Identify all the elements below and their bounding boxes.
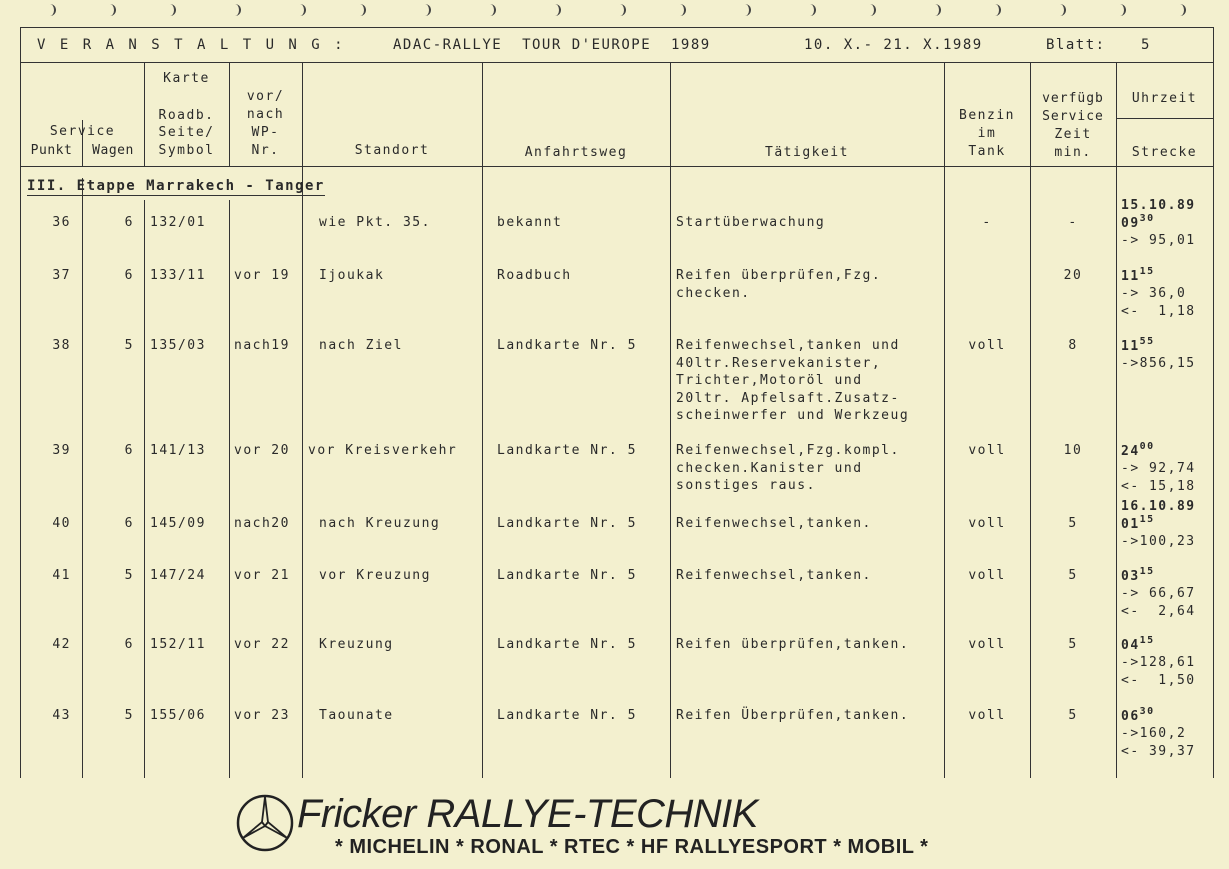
cell-taetigkeit-line: Reifenwechsel,tanken und	[676, 338, 900, 353]
cell-taetigkeit-line: sonstiges raus.	[676, 478, 816, 493]
cell-roadbuch: 132/01	[150, 215, 206, 230]
cell-wagen: 6	[124, 637, 134, 652]
cell-punkt: 38	[52, 338, 71, 353]
cell-wagen: 6	[124, 268, 134, 283]
cell-zeit: 10	[1063, 443, 1083, 458]
cell-zeit: 8	[1068, 338, 1078, 353]
cell-standort: nach Kreuzung	[319, 516, 441, 531]
time-hour: 11	[1121, 269, 1140, 284]
cell-uhrzeit	[1121, 336, 1155, 354]
cell-wp: nach20	[234, 516, 290, 531]
cell-strecke: <- 15,18	[1121, 478, 1196, 494]
cell-punkt: 40	[52, 516, 71, 531]
event-name: ADAC-RALLYE TOUR D'EUROPE 1989	[393, 37, 711, 53]
time-hour: 03	[1121, 569, 1140, 584]
cell-strecke: <- 2,64	[1121, 603, 1196, 619]
cell-wagen: 5	[124, 568, 134, 583]
col-benzin-2: im	[977, 126, 997, 141]
cell-benzin: voll	[968, 637, 1006, 652]
time-minute: 30	[1139, 213, 1155, 224]
cell-punkt: 37	[52, 268, 71, 283]
col-strecke: Strecke	[1131, 145, 1198, 160]
cell-uhrzeit	[1121, 514, 1155, 532]
cell-wp: nach19	[234, 338, 290, 353]
sheet-number: 5	[1141, 37, 1153, 53]
col-roadb-2: Seite/	[158, 125, 215, 140]
cell-wp: vor 22	[234, 637, 290, 652]
col-vor-3: WP-	[251, 125, 280, 140]
cell-wagen: 6	[124, 443, 134, 458]
col-uhrzeit: Uhrzeit	[1131, 91, 1198, 106]
cell-uhrzeit	[1121, 706, 1155, 724]
time-hour: 06	[1121, 709, 1140, 724]
cell-punkt: 36	[52, 215, 71, 230]
cell-wp: vor 21	[234, 568, 290, 583]
cell-roadbuch: 145/09	[150, 516, 206, 531]
col-roadb-3: Symbol	[158, 143, 215, 158]
cell-anfahrtsweg: Landkarte Nr. 5	[497, 637, 637, 652]
cell-punkt: 43	[52, 708, 71, 723]
cell-anfahrtsweg: Landkarte Nr. 5	[497, 568, 637, 583]
col-benzin-1: Benzin	[959, 108, 1015, 123]
cell-wp: vor 20	[234, 443, 290, 458]
cell-taetigkeit-line: Reifen überprüfen,tanken.	[676, 637, 910, 652]
cell-taetigkeit-line: 40ltr.Reservekanister,	[676, 355, 882, 371]
time-hour: 11	[1121, 339, 1140, 354]
cell-anfahrtsweg: bekannt	[497, 215, 563, 230]
cell-taetigkeit-line: checken.	[676, 285, 751, 301]
cell-benzin: voll	[968, 708, 1006, 723]
time-minute: 15	[1139, 514, 1155, 525]
cell-taetigkeit-line: Reifen Überprüfen,tanken.	[676, 708, 910, 723]
cell-strecke: -> 36,0	[1121, 286, 1187, 301]
col-service: Service	[49, 124, 116, 139]
header-divider	[21, 62, 1213, 63]
time-hour: 04	[1121, 638, 1140, 653]
cell-taetigkeit-line: Reifenwechsel,tanken.	[676, 516, 872, 531]
cell-date: 16.10.89	[1121, 499, 1196, 514]
cell-roadbuch: 141/13	[150, 443, 206, 458]
col-vor-4: Nr.	[251, 143, 280, 158]
cell-taetigkeit-line: 20ltr. Apfelsaft.Zusatz-	[676, 390, 900, 406]
col-taetigkeit: Tätigkeit	[765, 145, 849, 160]
time-minute: 30	[1139, 706, 1155, 717]
cell-taetigkeit-line: Reifen überprüfen,Fzg.	[676, 268, 882, 283]
col-roadb-1: Roadb.	[158, 108, 215, 123]
cell-taetigkeit-line: checken.Kanister und	[676, 460, 863, 476]
binder-rings	[0, 0, 1229, 20]
cell-benzin: voll	[968, 568, 1006, 583]
cell-roadbuch: 155/06	[150, 708, 206, 723]
cell-roadbuch: 152/11	[150, 637, 206, 652]
cell-standort: Ijoukak	[319, 268, 385, 283]
cell-benzin: voll	[968, 516, 1006, 531]
col-verfuegb-1: verfügb	[1042, 91, 1104, 106]
cell-wagen: 6	[124, 516, 134, 531]
cell-standort: vor Kreisverkehr	[308, 443, 458, 458]
cell-anfahrtsweg: Roadbuch	[497, 268, 572, 283]
cell-anfahrtsweg: Landkarte Nr. 5	[497, 708, 637, 723]
cell-strecke: <- 39,37	[1121, 743, 1196, 759]
cell-uhrzeit	[1121, 213, 1155, 231]
cell-punkt: 42	[52, 637, 71, 652]
time-hour: 01	[1121, 517, 1140, 532]
cell-zeit: 5	[1068, 516, 1078, 531]
cell-wp: vor 19	[234, 268, 290, 283]
cell-uhrzeit	[1121, 441, 1155, 459]
cell-taetigkeit-line: Reifenwechsel,tanken.	[676, 568, 872, 583]
time-minute: 55	[1139, 336, 1155, 347]
cell-date: 15.10.89	[1121, 198, 1196, 213]
company-logo	[235, 790, 1035, 865]
col-benzin-3: Tank	[968, 144, 1006, 159]
cell-zeit: 20	[1063, 268, 1083, 283]
cell-strecke: ->160,2	[1121, 726, 1187, 741]
time-minute: 15	[1139, 566, 1155, 577]
three-pointed-star-icon	[235, 793, 295, 853]
cell-roadbuch: 133/11	[150, 268, 206, 283]
cell-strecke: -> 95,01	[1121, 233, 1196, 248]
sheet-label: Blatt:	[1046, 37, 1106, 53]
cell-standort: Taounate	[319, 708, 394, 723]
cell-zeit: 5	[1068, 637, 1078, 652]
cell-wagen: 5	[124, 708, 134, 723]
col-vor-1: vor/	[246, 89, 285, 104]
cell-roadbuch: 135/03	[150, 338, 206, 353]
cell-uhrzeit	[1121, 266, 1155, 284]
cell-zeit: 5	[1068, 708, 1078, 723]
cell-uhrzeit	[1121, 566, 1155, 584]
stage-title: III. Etappe Marrakech - Tanger	[27, 178, 325, 194]
cell-standort: vor Kreuzung	[319, 568, 431, 583]
cell-punkt: 41	[52, 568, 71, 583]
time-minute: 15	[1139, 635, 1155, 646]
time-hour: 09	[1121, 216, 1140, 231]
cell-roadbuch: 147/24	[150, 568, 206, 583]
cell-taetigkeit-line: scheinwerfer und Werkzeug	[676, 408, 910, 423]
cell-taetigkeit-line: Reifenwechsel,Fzg.kompl.	[676, 443, 900, 458]
cell-standort: Kreuzung	[319, 637, 394, 652]
cell-zeit: 5	[1068, 568, 1078, 583]
cell-strecke: <- 1,50	[1121, 672, 1196, 688]
cell-benzin: voll	[968, 338, 1006, 353]
cell-taetigkeit-line: Startüberwachung	[676, 215, 826, 230]
cell-zeit: -	[1068, 215, 1078, 230]
company-name: Fricker RALLYE-TECHNIK	[297, 792, 758, 836]
col-standort: Standort	[354, 143, 430, 158]
cell-strecke: -> 66,67	[1121, 586, 1196, 601]
cell-standort: wie Pkt. 35.	[319, 215, 431, 230]
cell-wp: vor 23	[234, 708, 290, 723]
col-wagen: Wagen	[92, 143, 134, 158]
cell-anfahrtsweg: Landkarte Nr. 5	[497, 338, 637, 353]
cell-punkt: 39	[52, 443, 71, 458]
event-label: V E R A N S T A L T U N G :	[37, 37, 346, 53]
cell-wagen: 6	[124, 215, 134, 230]
time-minute: 00	[1139, 441, 1155, 452]
cell-benzin: voll	[968, 443, 1006, 458]
cell-strecke: ->128,61	[1121, 655, 1196, 670]
cell-strecke: ->100,23	[1121, 534, 1196, 549]
cell-wagen: 5	[124, 338, 134, 353]
cell-anfahrtsweg: Landkarte Nr. 5	[497, 443, 637, 458]
cell-uhrzeit	[1121, 635, 1155, 653]
cell-standort: nach Ziel	[319, 338, 403, 353]
cell-strecke: ->856,15	[1121, 356, 1196, 371]
cell-strecke: -> 92,74	[1121, 461, 1196, 476]
event-dates: 10. X.- 21. X.1989	[804, 37, 983, 53]
sponsor-line: * MICHELIN * RONAL * RTEC * HF RALLYESPORT * MOBIL *	[335, 836, 929, 858]
col-karte: Karte	[163, 71, 210, 86]
col-anfahrtsweg: Anfahrtsweg	[524, 145, 628, 160]
cell-anfahrtsweg: Landkarte Nr. 5	[497, 516, 637, 531]
col-verfuegb-3: Zeit	[1054, 127, 1092, 142]
cell-taetigkeit-line: Trichter,Motoröl und	[676, 373, 863, 388]
col-punkt: Punkt	[30, 143, 73, 158]
col-vor-2: nach	[246, 107, 285, 122]
col-verfuegb-4: min.	[1054, 145, 1092, 160]
time-hour: 24	[1121, 444, 1140, 459]
cell-benzin: -	[982, 215, 992, 230]
service-plan-sheet	[20, 27, 1214, 778]
cell-strecke: <- 1,18	[1121, 303, 1196, 319]
col-verfuegb-2: Service	[1042, 109, 1104, 124]
time-minute: 15	[1139, 266, 1155, 277]
